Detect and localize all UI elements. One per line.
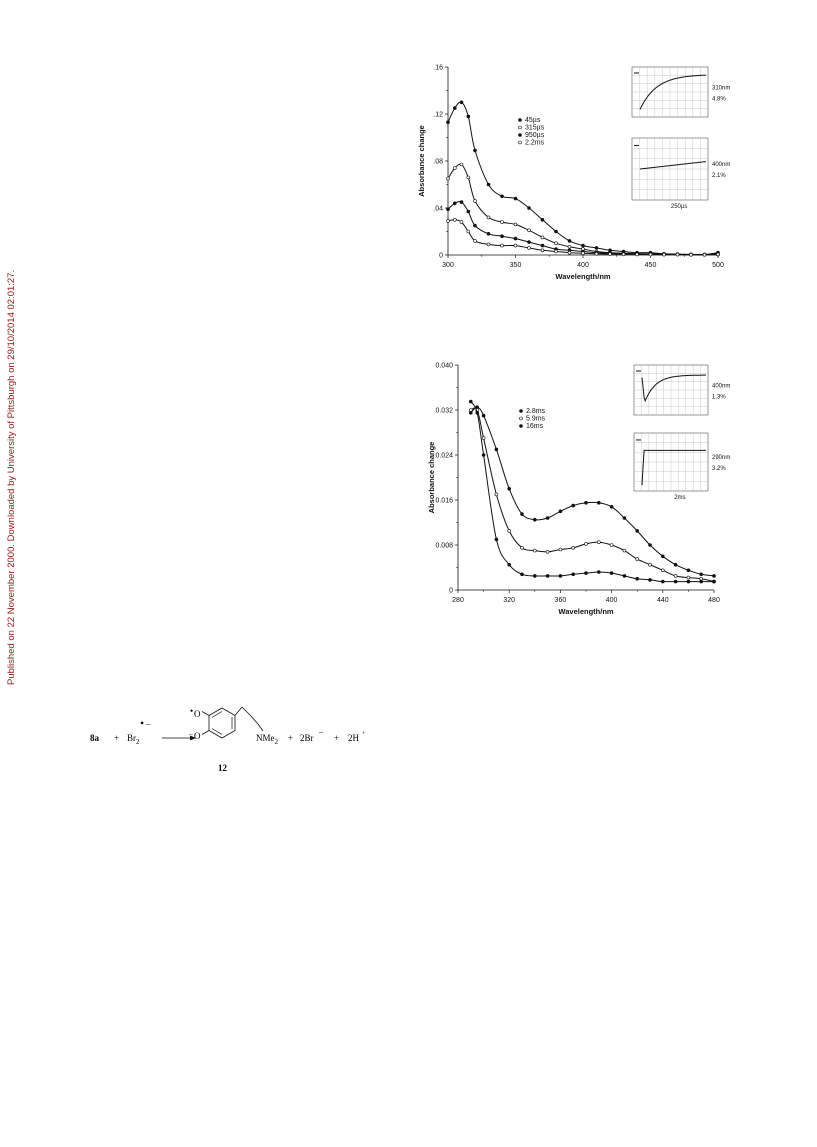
data-point bbox=[501, 235, 504, 238]
plus-sign-2: + bbox=[288, 733, 294, 743]
inset-panel-1 bbox=[634, 365, 730, 415]
x-tick-label: 300 bbox=[442, 262, 454, 269]
data-point bbox=[514, 244, 517, 247]
legend-marker bbox=[520, 410, 523, 413]
series-0 bbox=[469, 406, 715, 578]
data-point bbox=[528, 229, 531, 232]
data-point bbox=[661, 555, 664, 558]
data-point bbox=[703, 253, 706, 256]
data-point bbox=[700, 580, 703, 583]
data-point bbox=[676, 253, 679, 256]
data-point bbox=[453, 167, 456, 170]
data-point bbox=[623, 574, 626, 577]
y-tick-label: 0.024 bbox=[435, 452, 453, 460]
y-tick-label: 0.040 bbox=[435, 362, 453, 370]
chart-1 bbox=[417, 60, 731, 285]
data-point bbox=[508, 563, 511, 566]
inset-wavelength-label: 290nm bbox=[712, 455, 731, 462]
data-point bbox=[487, 183, 490, 186]
data-point bbox=[460, 101, 463, 104]
y-axis-label: Absorbance change bbox=[417, 125, 426, 197]
data-point bbox=[474, 199, 477, 202]
inset-panel-1 bbox=[632, 67, 730, 117]
data-point bbox=[609, 253, 612, 256]
data-point bbox=[453, 202, 456, 205]
data-point bbox=[546, 574, 549, 577]
y-tick-label: 0 bbox=[439, 252, 443, 260]
data-point bbox=[636, 577, 639, 580]
data-point bbox=[546, 517, 549, 520]
data-point bbox=[585, 542, 588, 545]
data-point bbox=[474, 224, 477, 227]
data-point bbox=[501, 244, 504, 247]
radical-dot: • bbox=[140, 716, 145, 730]
data-point bbox=[467, 176, 470, 179]
compound-number: 12 bbox=[218, 763, 227, 773]
data-point bbox=[447, 177, 450, 180]
publication-note-text: Published on 22 November 2000. Downloaded by University of Pittsburgh on 29/10/2014 02:01:27. bbox=[6, 269, 17, 685]
x-tick-label: 450 bbox=[644, 262, 657, 269]
data-point bbox=[528, 207, 531, 210]
data-point bbox=[597, 541, 600, 544]
data-point bbox=[555, 230, 558, 233]
data-point bbox=[469, 400, 472, 403]
legend-marker bbox=[520, 417, 523, 420]
data-point bbox=[582, 252, 585, 255]
legend-marker bbox=[520, 425, 523, 428]
data-point bbox=[568, 239, 571, 242]
inset-panel-2 bbox=[632, 138, 730, 210]
data-point bbox=[447, 121, 450, 124]
publication-note bbox=[3, 250, 17, 690]
legend-entry: 5.9ms bbox=[526, 415, 546, 423]
x-tick-label: 500 bbox=[712, 262, 724, 269]
data-point bbox=[713, 574, 716, 577]
data-point bbox=[521, 573, 524, 576]
data-point bbox=[495, 448, 498, 451]
data-point bbox=[559, 548, 562, 551]
data-point bbox=[467, 210, 470, 213]
inset-wavelength-label: 400nm bbox=[712, 383, 731, 390]
y-axis-label: Absorbance change bbox=[427, 441, 436, 514]
data-point bbox=[482, 414, 485, 417]
proton-charge: + bbox=[362, 731, 366, 737]
data-point bbox=[501, 221, 504, 224]
data-point bbox=[495, 538, 498, 541]
data-point bbox=[508, 529, 511, 532]
series-line bbox=[471, 402, 714, 582]
legend-entry: 315µs bbox=[525, 124, 545, 132]
data-point bbox=[649, 578, 652, 581]
series-2 bbox=[469, 400, 715, 583]
bromide-charge: – bbox=[319, 727, 323, 736]
data-point bbox=[595, 252, 598, 255]
data-point bbox=[687, 580, 690, 583]
data-point bbox=[559, 574, 562, 577]
reagent-charge: – bbox=[146, 719, 151, 729]
data-point bbox=[469, 409, 472, 412]
data-point bbox=[687, 569, 690, 572]
data-point bbox=[585, 572, 588, 575]
x-tick-label: 360 bbox=[554, 597, 567, 604]
data-point bbox=[541, 244, 544, 247]
data-point bbox=[514, 237, 517, 240]
amine-group: NMe$_2$ bbox=[256, 733, 278, 746]
data-point bbox=[514, 223, 517, 226]
data-point bbox=[467, 115, 470, 118]
data-point bbox=[528, 241, 531, 244]
data-point bbox=[460, 163, 463, 166]
legend-marker bbox=[519, 134, 522, 137]
chart-2 bbox=[418, 358, 731, 620]
data-point bbox=[541, 236, 544, 239]
substituent-top: O bbox=[194, 709, 201, 719]
figure-absorbance-1 bbox=[417, 60, 731, 285]
y-tick-label: .16 bbox=[433, 64, 443, 72]
legend-entry: 2.8ms bbox=[526, 408, 546, 415]
legend-marker bbox=[519, 126, 522, 129]
data-point bbox=[555, 242, 558, 245]
y-tick-label: .12 bbox=[433, 111, 443, 119]
legend-marker bbox=[519, 119, 522, 122]
data-point bbox=[585, 501, 588, 504]
inset-timebase-label: 250µs bbox=[670, 204, 688, 210]
legend-entry: 950µs bbox=[525, 132, 545, 139]
data-point bbox=[474, 239, 477, 242]
substituent-bottom: O bbox=[194, 731, 201, 741]
legend bbox=[519, 117, 545, 147]
y-tick-label: .08 bbox=[433, 158, 443, 166]
data-point bbox=[476, 411, 479, 414]
inset-scale-label: 4.8% bbox=[712, 96, 726, 103]
data-point bbox=[495, 493, 498, 496]
data-point bbox=[649, 563, 652, 566]
data-point bbox=[546, 550, 549, 553]
catechol-structure bbox=[202, 707, 263, 738]
data-point bbox=[663, 253, 666, 256]
y-tick-label: 0.032 bbox=[435, 407, 453, 415]
legend-marker bbox=[519, 141, 522, 144]
data-point bbox=[582, 244, 585, 247]
oxygen-charge: – bbox=[189, 730, 193, 738]
data-point bbox=[687, 576, 690, 579]
x-tick-label: 480 bbox=[708, 597, 720, 604]
data-point bbox=[636, 529, 639, 532]
data-point bbox=[700, 573, 703, 576]
plus-sign-3: + bbox=[334, 733, 340, 743]
series-line bbox=[471, 407, 714, 576]
data-point bbox=[514, 197, 517, 200]
data-point bbox=[568, 245, 571, 248]
data-point bbox=[460, 221, 463, 224]
data-point bbox=[453, 218, 456, 221]
data-point bbox=[467, 230, 470, 233]
data-point bbox=[482, 437, 485, 440]
plus-sign: + bbox=[114, 733, 120, 743]
inset-wavelength-label: 310nm bbox=[712, 85, 731, 92]
data-point bbox=[533, 549, 536, 552]
data-point bbox=[555, 250, 558, 253]
legend-entry: 2.2ms bbox=[525, 139, 545, 147]
data-point bbox=[661, 569, 664, 572]
data-point bbox=[474, 149, 477, 152]
data-point bbox=[533, 574, 536, 577]
data-point bbox=[610, 572, 613, 575]
legend bbox=[520, 408, 546, 430]
data-point bbox=[623, 549, 626, 552]
data-point bbox=[533, 518, 536, 521]
x-axis-label: Wavelength/nm bbox=[558, 607, 614, 616]
data-point bbox=[487, 243, 490, 246]
data-point bbox=[501, 195, 504, 198]
inset-scale-label: 1.3% bbox=[712, 394, 726, 401]
data-point bbox=[717, 253, 720, 256]
legend-entry: 45µs bbox=[525, 117, 541, 124]
reagent-label: $Br_2$ bbox=[127, 733, 140, 746]
data-point bbox=[572, 504, 575, 507]
proton-product: 2H bbox=[348, 733, 359, 743]
data-point bbox=[610, 505, 613, 508]
data-point bbox=[674, 580, 677, 583]
reactant-label: 8a bbox=[90, 733, 99, 743]
data-point bbox=[508, 487, 511, 490]
data-point bbox=[572, 573, 575, 576]
data-point bbox=[713, 580, 716, 583]
data-point bbox=[623, 517, 626, 520]
bromide-product: 2Br bbox=[300, 733, 314, 743]
data-point bbox=[460, 201, 463, 204]
data-point bbox=[636, 253, 639, 256]
x-tick-label: 280 bbox=[452, 597, 464, 604]
oxygen-radical-dot: • bbox=[190, 706, 194, 716]
y-tick-label: 0.016 bbox=[435, 497, 453, 505]
data-point bbox=[649, 544, 652, 547]
legend-entry: 16ms bbox=[526, 423, 544, 430]
data-point bbox=[597, 501, 600, 504]
data-point bbox=[541, 218, 544, 221]
data-point bbox=[482, 454, 485, 457]
y-tick-label: 0.008 bbox=[435, 542, 453, 550]
data-point bbox=[521, 513, 524, 516]
data-point bbox=[674, 574, 677, 577]
data-point bbox=[610, 544, 613, 547]
data-point bbox=[597, 571, 600, 574]
data-point bbox=[690, 253, 693, 256]
data-point bbox=[453, 107, 456, 110]
y-tick-label: 0 bbox=[449, 587, 453, 595]
data-point bbox=[674, 563, 677, 566]
y-tick-label: .04 bbox=[433, 205, 443, 213]
data-point bbox=[636, 558, 639, 561]
x-tick-label: 400 bbox=[605, 597, 618, 604]
data-point bbox=[649, 253, 652, 256]
data-point bbox=[487, 216, 490, 219]
data-point bbox=[568, 251, 571, 254]
reaction-scheme bbox=[90, 695, 390, 780]
data-point bbox=[447, 219, 450, 222]
data-point bbox=[447, 208, 450, 211]
inset-timebase-label: 2ms bbox=[674, 495, 686, 501]
data-point bbox=[661, 580, 664, 583]
inset-wavelength-label: 400nm bbox=[712, 161, 731, 168]
data-point bbox=[559, 510, 562, 513]
figure-absorbance-2 bbox=[418, 358, 731, 620]
data-point bbox=[487, 232, 490, 235]
data-point bbox=[521, 546, 524, 549]
data-point bbox=[572, 546, 575, 549]
x-tick-label: 350 bbox=[509, 262, 522, 269]
x-tick-label: 440 bbox=[656, 597, 669, 604]
inset-scale-label: 3.2% bbox=[712, 466, 726, 473]
x-tick-label: 400 bbox=[577, 262, 589, 269]
data-point bbox=[595, 246, 598, 249]
data-point bbox=[622, 253, 625, 256]
data-point bbox=[541, 249, 544, 252]
data-point bbox=[528, 246, 531, 249]
inset-panel-2 bbox=[634, 433, 730, 501]
inset-scale-label: 2.1% bbox=[712, 172, 726, 179]
x-tick-label: 320 bbox=[503, 597, 516, 604]
x-axis-label: Wavelength/nm bbox=[555, 272, 611, 281]
